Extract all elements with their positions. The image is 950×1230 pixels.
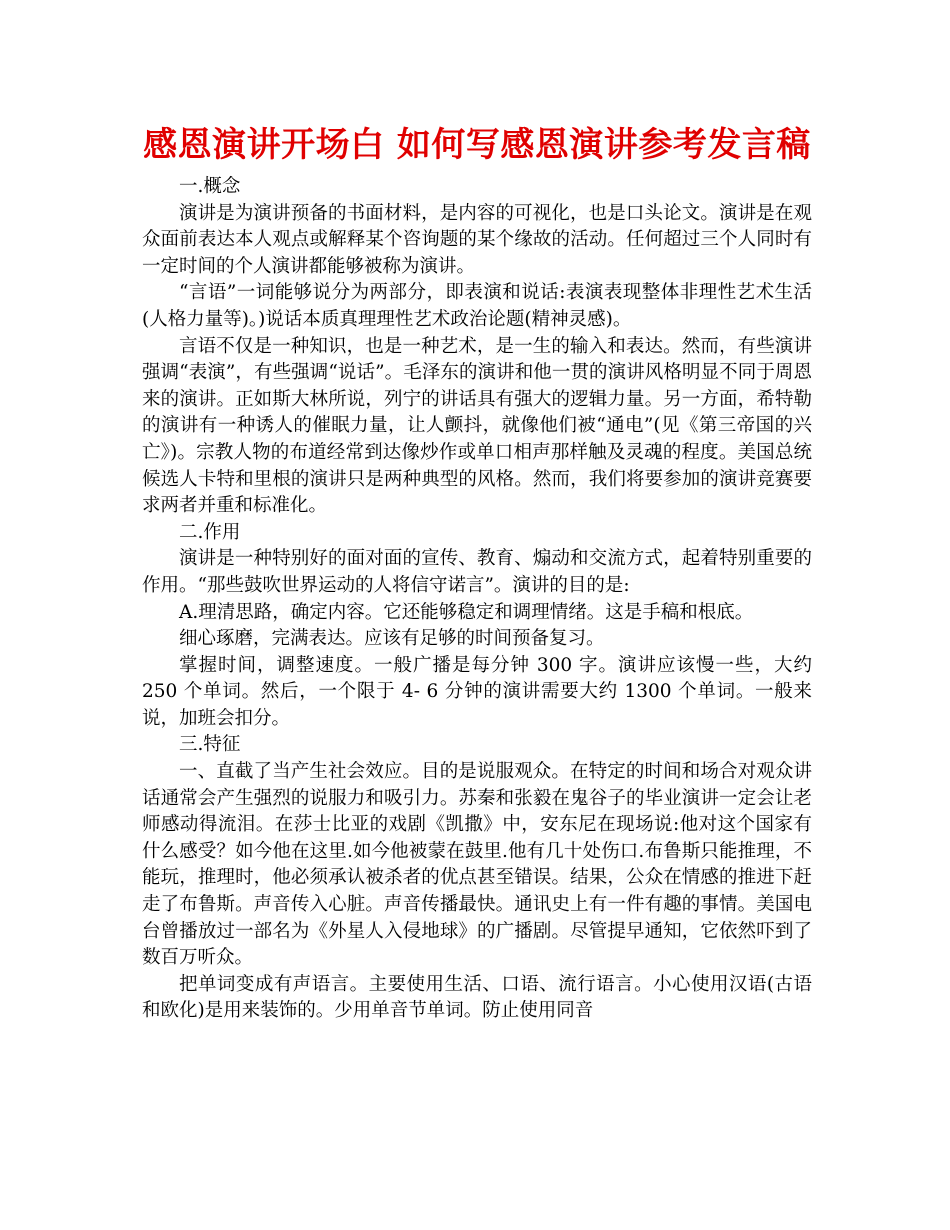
paragraph: A.理清思路，确定内容。它还能够稳定和调理情绪。这是手稿和根底。 [179,601,754,623]
section-heading: 三.特征 [179,734,241,756]
document-page [142,122,812,1025]
section-heading: 一.概念 [179,176,241,197]
paragraph: 演讲是一种特别好的面对面的宣传、教育、煽动和交流方式，起着特别重要的作用。“那些鼓吹世界运动的人将信守诺言”。演讲的目的是: [142,548,812,596]
document-title: 感恩演讲开场白 如何写感恩演讲参考发言稿 [143,125,811,165]
section-heading: 二.作用 [179,521,241,543]
paragraph: 细心琢磨，完满表达。应该有足够的时间预备复习。 [179,628,605,650]
paragraph: 一、直截了当产生社会效应。目的是说服观众。在特定的时间和场合对观众讲话通常会产生强烈的说服力和吸引力。苏秦和张毅在鬼谷子的毕业演讲一定会让老师感动得流泪。在莎士比亚的戏剧《凯撒》中，安东尼在现场说:他对这个国家有什么感受？如今他在这里.如今他被蒙在鼓里.他有几十处伤口.布鲁斯只能推理，不能玩，推理时，他必须承认被杀者的优点甚至错误。结果，公众在情感的推进下赶走了布鲁斯。声音传入心脏。声音传播最快。通讯史上有一件有趣的事情。美国电台曾播放过一部名为《外星人入侵地球》的广播剧。尽管提早通知，它依然吓到了数百万听众。 [142,761,812,969]
paragraph: 掌握时间，调整速度。一般广播是每分钟 300 字。演讲应该慢一些，大约 250 个单词。然后，一个限于 4- 6 分钟的演讲需要大约 1300 个单词。一般来说，加班会扣分。 [142,654,812,729]
paragraph: 言语不仅是一种知识，也是一种艺术，是一生的输入和表达。然而，有些演讲强调“表演”，有些强调“说话”。毛泽东的演讲和他一贯的演讲风格明显不同于周恩来的演讲。正如斯大林所说，列宁的讲话具有强大的逻辑力量。另一方面，希特勒的演讲有一种诱人的催眠力量，让人颤抖，就像他们被“通电”(见《第三帝国的兴亡》)。宗教人物的布道经常到达像炒作或单口相声那样触及灵魂的程度。美国总统候选人卡特和里根的演讲只是两种典型的风格。然而，我们将要参加的演讲竞赛要求两者并重和标准化。 [142,335,812,517]
paragraph: 把单词变成有声语言。主要使用生活、口语、流行语言。小心使用汉语(古语和欧化)是用来装饰的。少用单音节单词。防止使用同音 [142,973,812,1022]
document-body [142,174,812,1025]
paragraph: “言语”一词能够说分为两部分，即表演和说话:表演表现整体非理性艺术生活(人格力量等)。)说话本质真理理性艺术政治论题(精神灵感)。 [142,282,812,330]
paragraph: 演讲是为演讲预备的书面材料，是内容的可视化，也是口头论文。演讲是在观众面前表达本人观点或解释某个咨询题的某个缘故的活动。任何超过三个人同时有一定时间的个人演讲都能够被称为演讲。 [142,202,812,277]
